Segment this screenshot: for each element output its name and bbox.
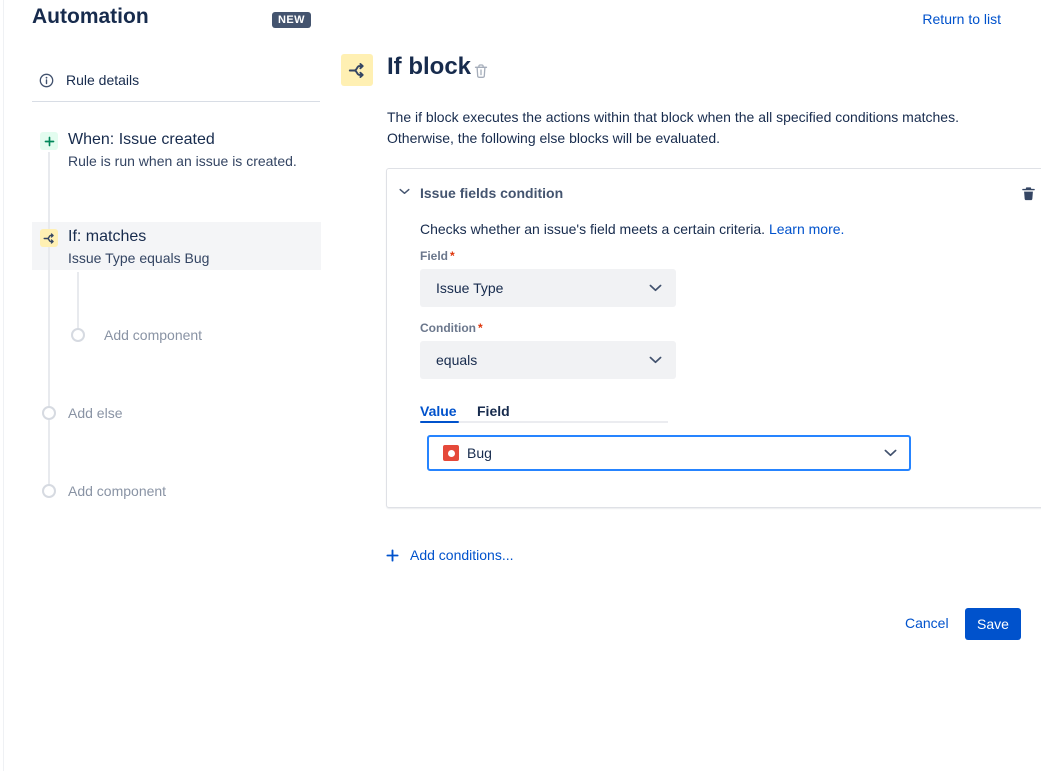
value-select[interactable] [427,435,911,471]
if-block-description [387,107,959,149]
chevron-down-icon [649,284,662,292]
bug-issue-type-icon [443,445,459,461]
save-button[interactable]: Save [965,608,1021,640]
page-heading-if-block: If block [387,53,472,80]
branch-icon [40,229,58,247]
add-else-circle-icon[interactable] [42,406,56,420]
condition-panel-title[interactable]: Issue fields condition [420,185,564,201]
rule-tree-connector-line [48,152,50,492]
if-block-description-line2: Otherwise, the following else blocks will be evaluated. [387,130,721,146]
sidebar-item-when-subtitle: Rule is run when an issue is created. [68,153,297,169]
rule-tree-nested-connector-line [77,272,79,335]
condition-select-value: equals [436,352,478,368]
sidebar-item-if-subtitle: Issue Type equals Bug [68,250,210,266]
if-block-branch-icon [341,54,373,86]
condition-description-text: Checks whether an issue's field meets a certain criteria. [420,221,769,237]
sidebar-item-add-else[interactable]: Add else [68,405,123,421]
sidebar-item-add-component-nested[interactable]: Add component [104,327,203,343]
value-select-value: Bug [467,445,492,461]
required-asterisk: * [477,321,483,335]
add-conditions-button[interactable] [386,547,514,563]
field-label [420,249,455,263]
condition-description [420,221,844,237]
sidebar-item-add-component[interactable]: Add component [68,483,167,499]
add-conditions-label: Add conditions... [410,547,514,563]
sidebar-item-rule-details[interactable]: Rule details [66,72,140,88]
page-title: Automation [32,5,149,28]
learn-more-link[interactable]: Learn more. [768,221,845,237]
if-block-description-line1: The if block executes the actions within that block when the all specified conditions matches. [387,109,959,125]
sidebar-item-when-title[interactable]: When: Issue created [68,131,215,148]
panel-left-border [3,0,4,771]
new-badge: NEW [272,12,311,28]
plus-icon [386,549,399,562]
cancel-button[interactable]: Cancel [905,615,949,631]
sidebar-item-if-title[interactable]: If: matches [68,228,147,245]
required-asterisk: * [450,249,455,263]
tab-track [459,421,668,423]
chevron-down-icon [884,449,897,457]
tab-value[interactable]: Value [420,403,457,419]
delete-condition-trash-icon[interactable] [1021,186,1036,201]
field-label-text: Field [420,249,449,263]
add-component-nested-circle-icon[interactable] [71,328,85,342]
field-select[interactable] [420,269,676,307]
info-icon [39,73,54,88]
condition-label-text: Condition [420,321,476,335]
trigger-plus-icon [40,132,58,150]
tab-field[interactable]: Field [477,403,510,419]
sidebar-divider [32,101,320,102]
field-select-value: Issue Type [436,280,504,296]
condition-label [420,321,483,335]
return-to-list-link[interactable]: Return to list [922,11,1001,27]
chevron-down-icon [649,356,662,364]
active-tab-underline [420,421,459,423]
issue-fields-condition-panel [386,168,1041,508]
add-component-circle-icon[interactable] [42,484,56,498]
condition-select[interactable] [420,341,676,379]
delete-block-trash-icon[interactable] [473,63,489,79]
chevron-down-icon[interactable] [399,188,410,195]
